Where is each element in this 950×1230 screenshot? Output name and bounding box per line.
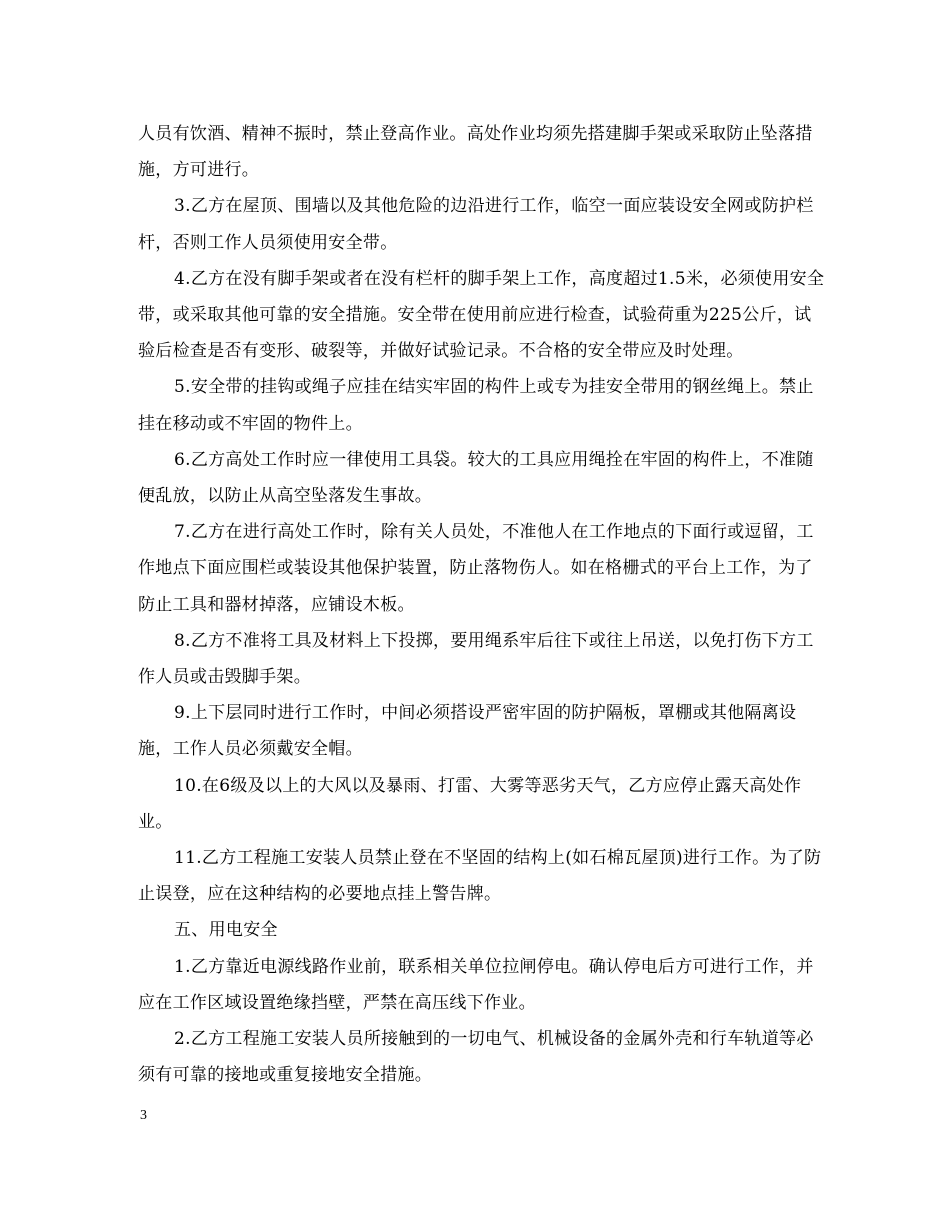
paragraph-item-9: 9.上下层同时进行工作时，中间必须搭设严密牢固的防护隔板，罩棚或其他隔离设施，工作人员必须戴安全帽。 [138, 703, 797, 760]
paragraph-item-7: 7.乙方在进行高处工作时，除有关人员处，不准他人在工作地点的下面行或逗留，工作地点下面应围栏或装设其他保护装置，防止落物伤人。如在格栅式的平台上工作，为了防止工具和器材掉落，应铺设木板。 [138, 522, 814, 615]
paragraph-item-11: 11.乙方工程施工安装人员禁止登在不坚固的结构上(如石棉瓦屋顶)进行工作。为了防止误登，应在这种结构的必要地点挂上警告牌。 [138, 848, 822, 905]
document-body [138, 116, 828, 1093]
paragraph-item-10: 10.在6级及以上的大风以及暴雨、打雷、大雾等恶劣天气，乙方应停止露天高处作业。 [138, 775, 802, 832]
paragraph-electrical-item-2: 2.乙方工程施工安装人员所接触到的一切电气、机械设备的金属外壳和行车轨道等必须有可靠的接地或重复接地安全措施。 [138, 1029, 814, 1086]
paragraph-item-3: 3.乙方在屋顶、围墙以及其他危险的边沿进行工作，临空一面应装设安全网或防护栏杆，否则工作人员须使用安全带。 [138, 196, 814, 253]
paragraph-item-8: 8.乙方不准将工具及材料上下投掷，要用绳系牢后往下或往上吊送，以免打伤下方工作人员或击毁脚手架。 [138, 630, 814, 688]
paragraph-item-5: 5.安全带的挂钩或绳子应挂在结实牢固的构件上或专为挂安全带用的钢丝绳上。禁止挂在移动或不牢固的物件上。 [138, 377, 814, 434]
page-number: 3 [140, 1108, 147, 1123]
paragraph-electrical-item-1: 1.乙方靠近电源线路作业前，联系相关单位拉闸停电。确认停电后方可进行工作，并应在工作区域设置绝缘挡壁，严禁在高压线下作业。 [138, 956, 814, 1013]
section-heading-electrical-safety: 五、用电安全 [174, 920, 278, 941]
paragraph-continuation: 人员有饮酒、精神不振时，禁止登高作业。高处作业均须先搭建脚手架或采取防止坠落措施，方可进行。 [138, 124, 813, 181]
paragraph-item-6: 6.乙方高处工作时应一律使用工具袋。较大的工具应用绳拴在牢固的构件上，不准随便乱放，以防止从高空坠落发生事故。 [138, 449, 814, 507]
paragraph-item-4: 4.乙方在没有脚手架或者在没有栏杆的脚手架上工作，高度超过1.5米，必须使用安全带，或采取其他可靠的安全措施。安全带在使用前应进行检查，试验荷重为225公斤，试验后检查是否有变形、破裂等，并做好试验记录。不合格的安全带应及时处理。 [138, 268, 825, 362]
